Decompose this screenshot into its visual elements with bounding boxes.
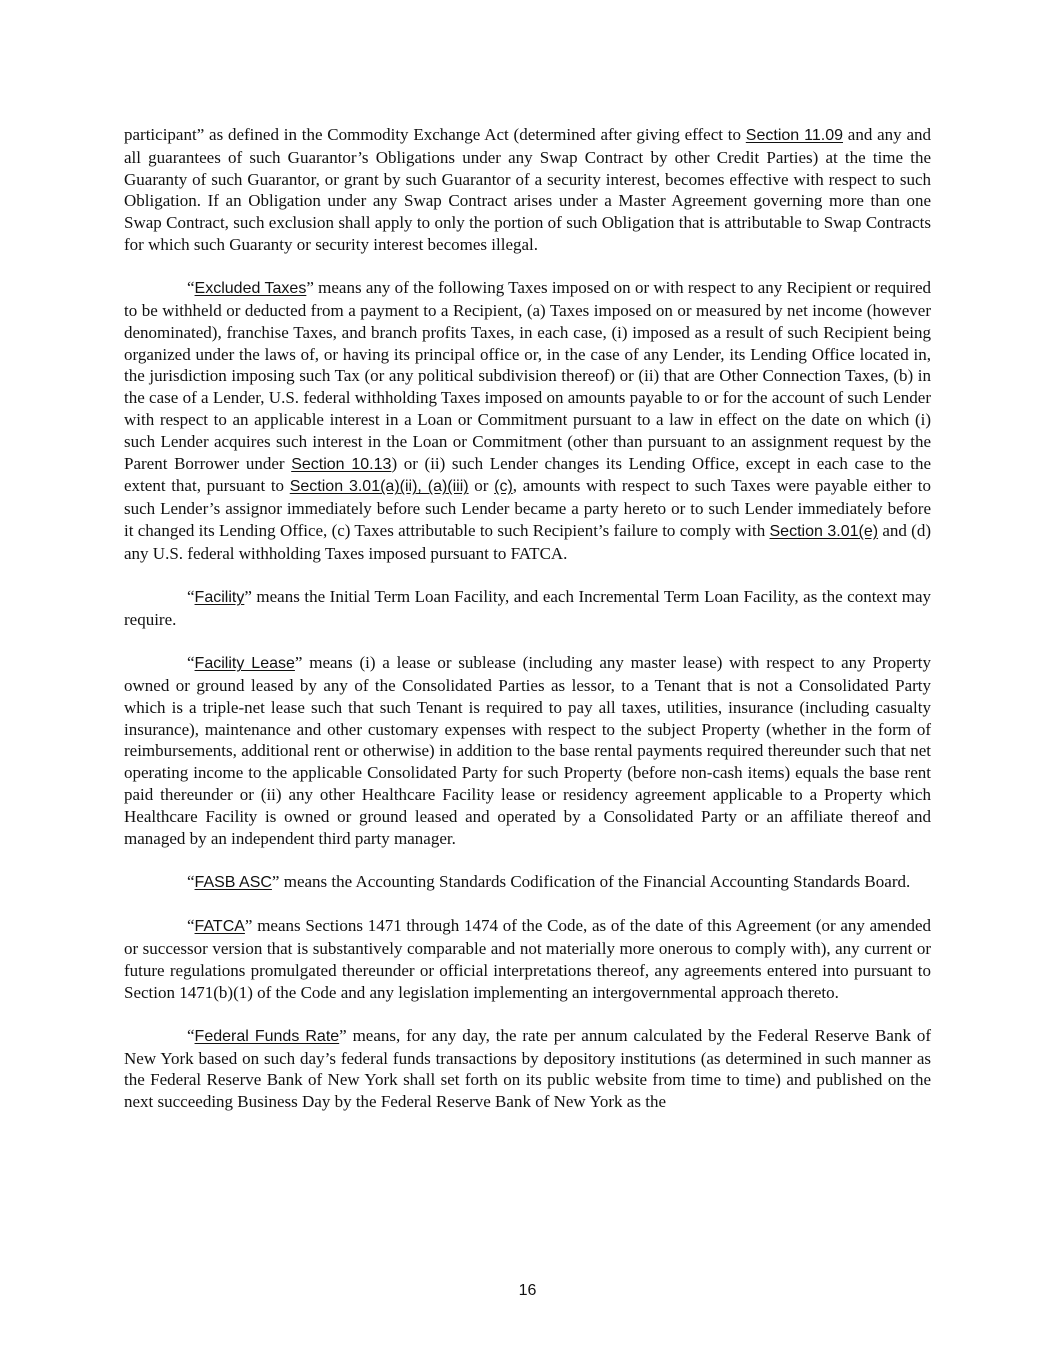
open-quote: “ — [187, 587, 195, 607]
definition-text: ” means Sections 1471 through 1474 of the Code, as of the date of this Agreement (or any amended or successor version that is substantively comparable and not materially more onerous to comply with), any current or future regulations promulgated thereunder or official interpretations thereof, any agreements entered into pursuant to Section 1471(b)(1) of the Code and any legislation implementing an intergovernmental approach thereto. — [124, 916, 931, 1002]
defined-term: FASB ASC — [194, 873, 272, 891]
definition-text: and (d) any U.S. federal withholding Taxes imposed pursuant to FATCA. — [124, 521, 931, 563]
open-quote: “ — [187, 916, 195, 936]
section-reference-link[interactable]: Section 3.01(e) — [769, 523, 879, 541]
open-quote: “ — [187, 278, 195, 298]
page-number: 16 — [518, 1282, 537, 1299]
paragraph-continuation — [124, 124, 931, 256]
definition-text: ” means the Initial Term Loan Facility, and each Incremental Term Loan Facility, as the context may require. — [124, 587, 931, 629]
definition-fatca — [124, 915, 931, 1003]
definition-text: ” means, for any day, the rate per annum calculated by the Federal Reserve Bank of New York based on such day’s federal funds transactions by depository institutions (as determined in such manner as the Federal Reserve Bank of New York shall set forth on its public website from time to time) and published on the next succeeding Business Day by the Federal Reserve Bank of New York as the — [124, 1025, 931, 1112]
definition-text: ” means (i) a lease or sublease (including any master lease) with respect to any Property owned or ground leased by any of the Consolidated Parties as lessor, to a Tenant that is not a Consolidated Party which is a triple-net lease such that such Tenant is required to pay all taxes, utilities, insurance (including casualty insurance), maintenance and other customary expenses with respect to the subject Property (whether in the form of reimbursements, additional rent or otherwise) in addition to the base rental payments required thereunder such that net operating income to the applicable Consolidated Party for such Property (before non-cash items) equals the base rent paid thereunder or (ii) any other Healthcare Facility lease or residency agreement applicable to a Property which Healthcare Facility is owned or ground leased and operated by a Consolidated Party or an affiliate thereof and managed by an independent third party manager. — [124, 653, 931, 848]
definition-facility-lease — [124, 652, 931, 849]
definition-text: ” means any of the following Taxes imposed on or with respect to any Recipient or required to be withheld or deducted from a payment to a Recipient, (a) Taxes imposed on or measured by net income (however denominated), franchise Taxes, and branch profits Taxes, in each case, (i) imposed as a result of such Recipient being organized under the laws of, or having its principal office or, in the case of any Lender, its Lending Office located in, the jurisdiction imposing such Tax (or any political subdivision thereof) or (ii) that are Other Connection Taxes, (b) in the case of a Lender, U.S. federal withholding Taxes imposed on amounts payable to or for the account of such Lender with respect to an applicable interest in a Loan or Commitment pursuant to a law in effect on the date on which (i) such Lender acquires such interest in the Loan or Commitment (other than pursuant to an assignment request by the Parent Borrower under — [124, 278, 931, 473]
section-reference-link[interactable]: Section 10.13 — [291, 455, 392, 473]
definition-federal-funds-rate — [124, 1025, 931, 1113]
definition-facility — [124, 586, 931, 631]
document-page — [124, 124, 931, 1135]
defined-term: Federal Funds Rate — [194, 1027, 340, 1045]
defined-term: FATCA — [194, 918, 245, 936]
definition-fasb-asc — [124, 871, 931, 894]
open-quote: “ — [187, 871, 195, 891]
section-reference-link[interactable]: (c) — [494, 478, 513, 496]
open-quote: “ — [187, 653, 195, 673]
definition-text: ” means the Accounting Standards Codification of the Financial Accounting Standards Board. — [271, 871, 911, 891]
definition-text: ) or (ii) such Lender changes its Lending Office, except in each case to the extent that, pursuant to — [124, 453, 931, 496]
open-quote: “ — [187, 1025, 195, 1045]
defined-term: Facility — [194, 589, 245, 607]
paragraph-text: and any and all guarantees of such Guarantor’s Obligations under any Swap Contract by other Credit Parties) at the time the Guaranty of such Guarantor, or grant by such Guarantor of a security interest, becomes effective with respect to such Obligation. If an Obligation under any Swap Contract arises under a Master Agreement governing more than one Swap Contract, such exclusion shall apply to only the portion of such Obligation that is attributable to Swap Contracts for which such Guaranty or security interest becomes illegal. — [124, 125, 932, 254]
definition-text: , amounts with respect to such Taxes were payable either to such Lender’s assignor immediately before such Lender became a party hereto or to such Lender immediately before it changed its Lending Office, (c) Taxes attributable to such Recipient’s failure to comply with — [124, 476, 931, 541]
defined-term: Facility Lease — [194, 655, 295, 673]
definition-text: or — [468, 476, 495, 496]
defined-term: Excluded Taxes — [194, 280, 307, 298]
section-reference-link[interactable]: Section 11.09 — [745, 127, 843, 144]
section-reference-link[interactable]: Section 3.01(a)(ii), (a)(iii) — [289, 478, 469, 496]
definition-excluded-taxes — [124, 277, 931, 564]
paragraph-text: participant” as defined in the Commodity Exchange Act (determined after giving effect to — [124, 125, 746, 144]
